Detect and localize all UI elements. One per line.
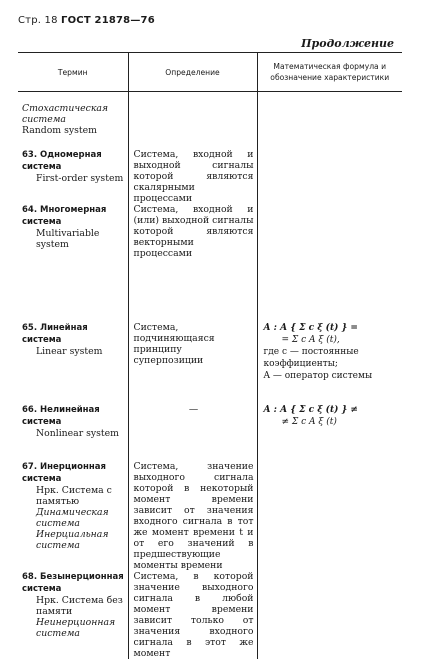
term-ru: Нелинейная система [22, 404, 100, 427]
term-cell [18, 92, 128, 149]
term-en: Nonlinear system [36, 427, 119, 439]
term-ru: Одномерная система [22, 149, 102, 172]
definition-cell [128, 149, 257, 204]
term-deprecated: Нрк. Система без памяти [36, 594, 123, 617]
formula-note: A — оператор системы [263, 370, 373, 381]
term-synonym: Инерциальная система [36, 528, 109, 551]
term-ru: Безынерционная система [22, 571, 124, 594]
term-en: Random system [22, 125, 97, 136]
term-number: 65. [22, 322, 38, 333]
term-en: Linear system [36, 345, 103, 357]
term-number: 63. [22, 149, 38, 160]
term-number: 68. [22, 571, 38, 582]
term-cell [18, 571, 128, 659]
definition-text: Система, входной и выходной сигналы которой являются скалярными процессами [133, 148, 254, 204]
table-row [18, 322, 402, 404]
formula-cell [257, 204, 402, 322]
definition-cell [128, 404, 257, 461]
definition-cell [128, 322, 257, 404]
term-synonym: Динамическая система [36, 506, 109, 529]
definition-cell [128, 461, 257, 571]
definition-cell [128, 92, 257, 149]
formula-note: где c — постоянные коэффициенты; [263, 346, 359, 369]
formula-cell [257, 461, 402, 571]
page-header [18, 15, 155, 26]
term-cell [18, 204, 128, 322]
formula-cell [257, 149, 402, 204]
table-row [18, 149, 402, 204]
standard-number: ГОСТ 21878—76 [61, 15, 155, 26]
term-ru: Стохастическая система [22, 103, 109, 125]
term-ru: Многомерная система [22, 204, 107, 227]
definition-cell [128, 204, 257, 322]
term-en: First-order system [36, 172, 124, 184]
formula-cell [257, 322, 402, 404]
column-header-formula: Математическая формула и обозначение характеристики [257, 53, 402, 92]
table-row [18, 92, 402, 149]
term-cell [18, 149, 128, 204]
continuation-label: Продолжение [301, 37, 394, 50]
definition-text: Система, значение выходного сигнала которой в некоторый момент времени зависит от значения входного сигнала в тот же момент времени t и от его значений в предшествующие моменты времени [133, 460, 254, 571]
definition-text: Система, в которой значение выходного сигнала в любой момент времени зависит только от значения входного сигнала в этот же момент [133, 570, 254, 659]
table-row [18, 404, 402, 461]
term-deprecated: Нрк. Система с памятью [36, 484, 112, 507]
definition-cell [128, 571, 257, 659]
formula-cell [257, 92, 402, 149]
table-row [18, 571, 402, 659]
page-number: Стр. 18 [18, 15, 58, 26]
definition-text: Система, подчиняющаяся принципу суперпозиции [133, 321, 215, 366]
terms-table [18, 52, 402, 659]
table-row [18, 461, 402, 571]
definition-text: Система, входной и (или) выходной сигналы которой являются векторными процессами [133, 203, 254, 259]
term-cell [18, 404, 128, 461]
table-header-row [18, 53, 402, 92]
formula-line: A : A { Σ c ξ (t) } = [263, 322, 358, 333]
term-number: 66. [22, 404, 38, 415]
term-cell [18, 461, 128, 571]
definition-text: — [188, 403, 199, 415]
term-ru: Линейная система [22, 322, 88, 345]
formula-line: = Σ c A ξ (t), [281, 334, 340, 345]
term-synonym: Неинерционная система [36, 616, 116, 639]
term-number: 64. [22, 204, 38, 215]
formula-cell [257, 571, 402, 659]
term-en: Multivariable system [36, 227, 100, 250]
column-header-term: Термин [18, 53, 128, 92]
term-number: 67. [22, 461, 38, 472]
formula-cell [257, 404, 402, 461]
column-header-definition: Определение [128, 53, 257, 92]
term-ru: Инерционная система [22, 461, 106, 484]
formula-line: A : A { Σ c ξ (t) } ≠ [263, 404, 358, 415]
table-row [18, 204, 402, 322]
formula-line: ≠ Σ c A ξ (t) [281, 416, 337, 427]
term-cell [18, 322, 128, 404]
